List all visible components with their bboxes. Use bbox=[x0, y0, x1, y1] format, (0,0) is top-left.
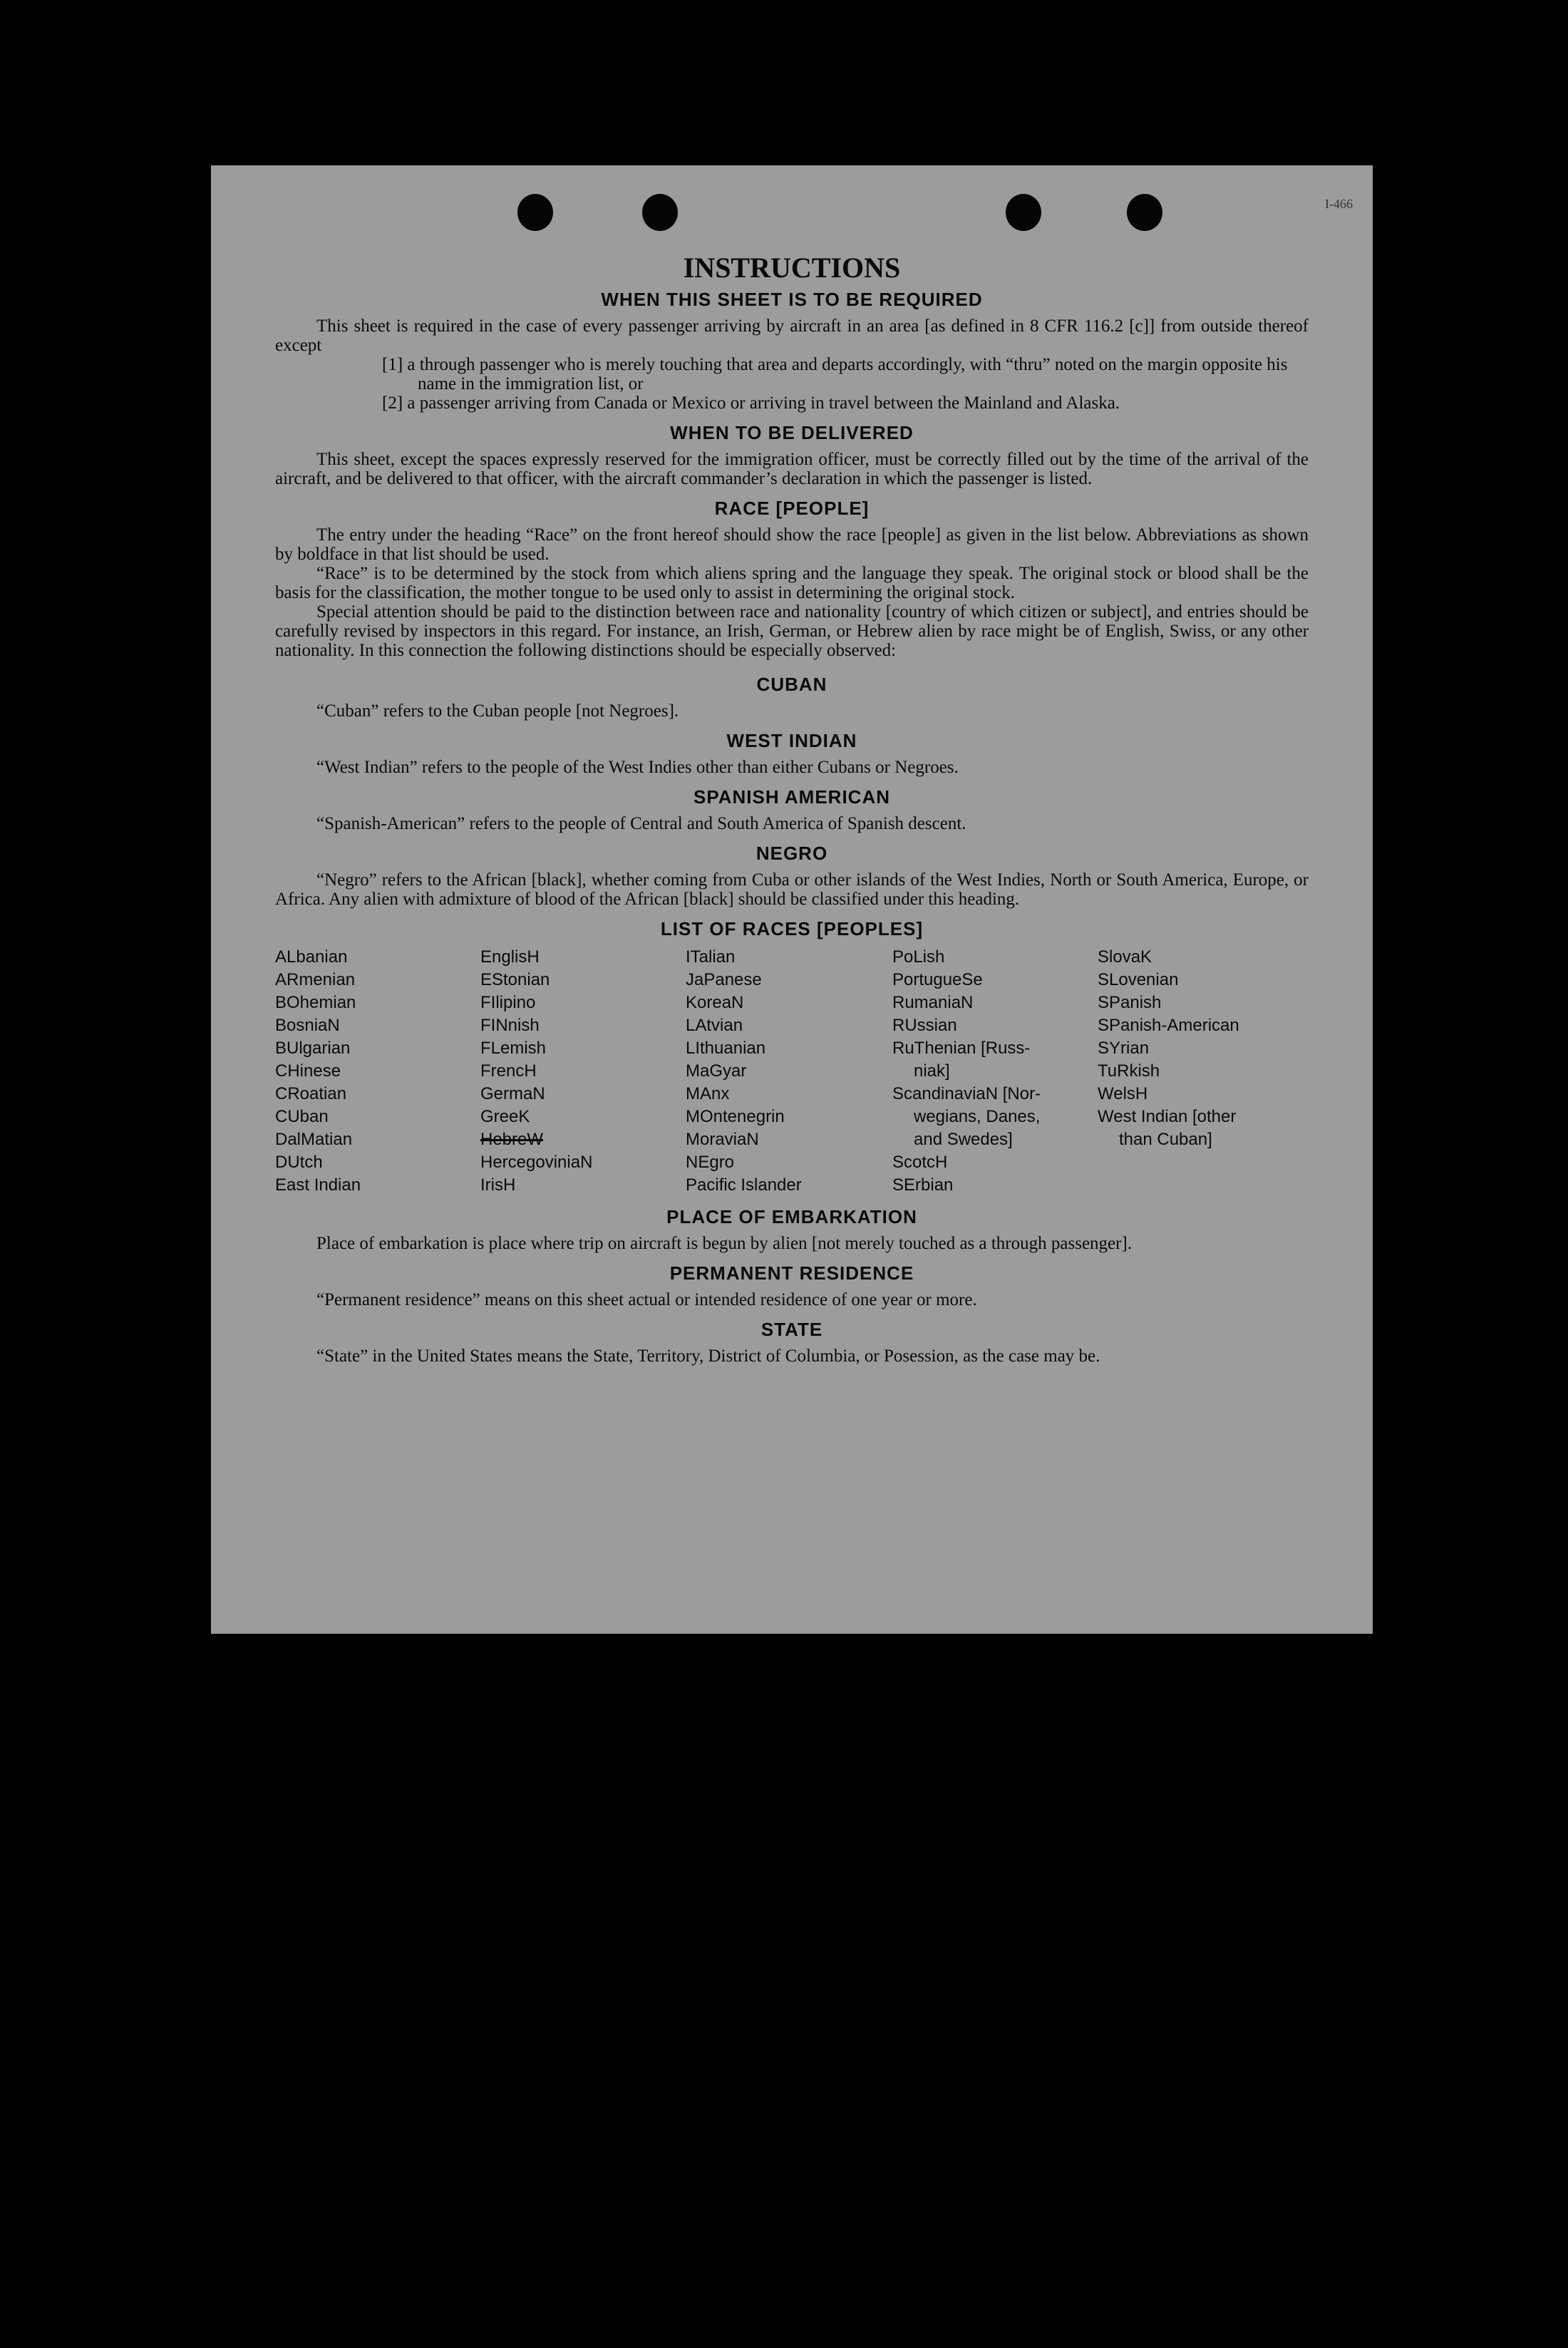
race-entry: GreeK bbox=[480, 1107, 530, 1126]
section-heading: LIST OF RACES [PEOPLES] bbox=[660, 918, 924, 939]
race-entry: than Cuban] bbox=[1119, 1130, 1212, 1149]
race-entry: IrisH bbox=[480, 1175, 516, 1195]
section-heading: STATE bbox=[760, 1319, 823, 1340]
section-heading: SPANISH AMERICAN bbox=[693, 786, 890, 808]
race-entry: EnglisH bbox=[480, 947, 540, 967]
paragraph: This sheet is required in the case of every passenger arriving by aircraft in an area [as defined in 8 CFR 116.2 [c]] from outside thereof except bbox=[275, 316, 1309, 355]
page-title: INSTRUCTIONS bbox=[683, 252, 901, 284]
race-entry: EStonian bbox=[480, 970, 550, 989]
race-entry: ITalian bbox=[686, 947, 736, 967]
section-permanent-residence bbox=[275, 1262, 1309, 1309]
race-entry: Pacific Islander bbox=[686, 1175, 802, 1195]
race-entry: BUlgarian bbox=[275, 1039, 351, 1058]
section-cuban bbox=[275, 673, 1309, 721]
paragraph: “Spanish-American” refers to the people of Central and South America of Spanish descent. bbox=[316, 814, 966, 833]
race-entry: CUban bbox=[275, 1107, 329, 1126]
race-entry: ScandinaviaN [Nor- bbox=[892, 1084, 1041, 1103]
race-column bbox=[1098, 946, 1311, 1197]
instructions-content bbox=[275, 251, 1309, 1366]
race-entry: SYrian bbox=[1098, 1039, 1150, 1058]
punch-hole bbox=[1127, 194, 1162, 231]
race-entry: RumaniaN bbox=[892, 993, 974, 1012]
race-entry: PortugueSe bbox=[892, 970, 983, 989]
race-column bbox=[686, 946, 892, 1197]
section-place-of-embarkation bbox=[275, 1205, 1309, 1253]
race-entry: WelsH bbox=[1098, 1084, 1148, 1103]
race-column bbox=[480, 946, 686, 1197]
paragraph: “Cuban” refers to the Cuban people [not Negroes]. bbox=[316, 701, 679, 721]
race-entry: CRoatian bbox=[275, 1084, 347, 1103]
race-entry: SLovenian bbox=[1098, 970, 1179, 989]
section-heading: PERMANENT RESIDENCE bbox=[669, 1262, 914, 1284]
race-entry: HercegoviniaN bbox=[480, 1153, 593, 1172]
section-when-delivered bbox=[275, 421, 1309, 488]
race-entry: ARmenian bbox=[275, 970, 356, 989]
race-entry: JaPanese bbox=[686, 970, 762, 989]
race-list-table bbox=[275, 946, 1309, 1197]
race-entry: MaGyar bbox=[686, 1061, 747, 1081]
section-heading: WHEN TO BE DELIVERED bbox=[670, 422, 914, 443]
paragraph: “West Indian” refers to the people of the West Indies other than either Cubans or Negroes. bbox=[316, 758, 959, 777]
section-west-indian bbox=[275, 729, 1309, 777]
race-entry: GermaN bbox=[480, 1084, 545, 1103]
race-entry: CHinese bbox=[275, 1061, 341, 1081]
race-entry: NEgro bbox=[686, 1153, 735, 1172]
race-entry: and Swedes] bbox=[914, 1130, 1013, 1149]
section-heading: RACE [PEOPLE] bbox=[714, 498, 870, 519]
race-entry: FINnish bbox=[480, 1016, 540, 1035]
race-entry: SPanish-American bbox=[1098, 1016, 1239, 1035]
paragraph: “Negro” refers to the African [black], whether coming from Cuba or other islands of the West Indies, North or South America, Europe, or Africa. Any alien with admixture of blood of the African [black] should be classified under this heading. bbox=[275, 870, 1309, 909]
section-spanish-american bbox=[275, 786, 1309, 833]
section-heading: CUBAN bbox=[756, 674, 827, 695]
paragraph: This sheet, except the spaces expressly reserved for the immigration officer, must be correctly filled out by the time of the arrival of the aircraft, and be delivered to that officer, with the aircraft commander’s declaration in which the passenger is listed. bbox=[275, 450, 1309, 488]
punch-hole bbox=[1006, 194, 1041, 231]
exception-item: [2] a passenger arriving from Canada or Mexico or arriving in travel between the Mainland and Alaska. bbox=[382, 393, 1120, 413]
section-heading: PLACE OF EMBARKATION bbox=[666, 1206, 917, 1227]
race-entry: West Indian [other bbox=[1098, 1107, 1237, 1126]
race-entry: BOhemian bbox=[275, 993, 356, 1012]
section-heading: NEGRO bbox=[755, 843, 828, 864]
document-sheet bbox=[211, 165, 1373, 1634]
race-entry: FLemish bbox=[480, 1039, 547, 1058]
race-entry: MOntenegrin bbox=[686, 1107, 785, 1126]
race-entry: FrencH bbox=[480, 1061, 537, 1081]
race-entry: wegians, Danes, bbox=[914, 1107, 1041, 1126]
race-entry: LAtvian bbox=[686, 1016, 743, 1035]
paragraph: “Race” is to be determined by the stock from which aliens spring and the language they speak. The original stock or blood shall be the basis for the classification, the mother tongue to be used only to assist in determining the original stock. bbox=[275, 564, 1309, 602]
race-entry: MoraviaN bbox=[686, 1130, 759, 1149]
race-column bbox=[275, 946, 480, 1197]
section-heading: WHEN THIS SHEET IS TO BE REQUIRED bbox=[601, 289, 983, 310]
race-entry: LIthuanian bbox=[686, 1039, 766, 1058]
race-column bbox=[892, 946, 1098, 1197]
race-entry: SErbian bbox=[892, 1175, 954, 1195]
race-entry: DUtch bbox=[275, 1153, 323, 1172]
race-entry: MAnx bbox=[686, 1084, 730, 1103]
race-entry: KoreaN bbox=[686, 993, 744, 1012]
race-entry: ScotcH bbox=[892, 1153, 948, 1172]
paragraph: Special attention should be paid to the distinction between race and nationality [country of which citizen or subject], and entries should be carefully revised by inspectors in this regard. For instance, an Irish, German, or Hebrew alien by race might be of English, Swiss, or any other nationality. In this connection the following distinctions should be especially observed: bbox=[275, 602, 1309, 660]
race-entry: PoLish bbox=[892, 947, 945, 967]
section-heading: WEST INDIAN bbox=[726, 730, 857, 751]
punch-hole bbox=[517, 194, 553, 231]
paragraph: “Permanent residence” means on this sheet actual or intended residence of one year or more. bbox=[316, 1290, 977, 1309]
race-entry: niak] bbox=[914, 1061, 950, 1081]
race-entry: SPanish bbox=[1098, 993, 1162, 1012]
race-entry: East Indian bbox=[275, 1175, 361, 1195]
section-list-of-races bbox=[275, 917, 1309, 1197]
race-entry: RuThenian [Russ- bbox=[892, 1039, 1031, 1058]
form-number: I-466 bbox=[1325, 197, 1353, 211]
section-race bbox=[275, 497, 1309, 660]
race-entry: FIlipino bbox=[480, 993, 536, 1012]
exception-item: [1] a through passenger who is merely touching that area and departs accordingly, with “thru” noted on the margin opposite his name in the immigration list, or bbox=[382, 355, 1288, 393]
section-when-required bbox=[275, 288, 1309, 413]
paragraph: The entry under the heading “Race” on the front hereof should show the race [people] as given in the list below. Abbreviations as shown by boldface in that list should be used. bbox=[275, 525, 1309, 564]
race-entry: TuRkish bbox=[1098, 1061, 1160, 1081]
section-negro bbox=[275, 842, 1309, 909]
race-entry: DalMatian bbox=[275, 1130, 353, 1149]
race-entry: BosniaN bbox=[275, 1016, 340, 1035]
race-entry: ALbanian bbox=[275, 947, 348, 967]
race-entry-struck: HebreW bbox=[480, 1130, 544, 1149]
paragraph: “State” in the United States means the State, Territory, District of Columbia, or Posession, as the case may be. bbox=[316, 1347, 1100, 1366]
race-entry: SlovaK bbox=[1098, 947, 1152, 967]
race-entry: RUssian bbox=[892, 1016, 957, 1035]
section-state bbox=[275, 1318, 1309, 1366]
punch-hole bbox=[642, 194, 678, 231]
paragraph: Place of embarkation is place where trip on aircraft is begun by alien [not merely touched as a through passenger]. bbox=[316, 1234, 1133, 1253]
